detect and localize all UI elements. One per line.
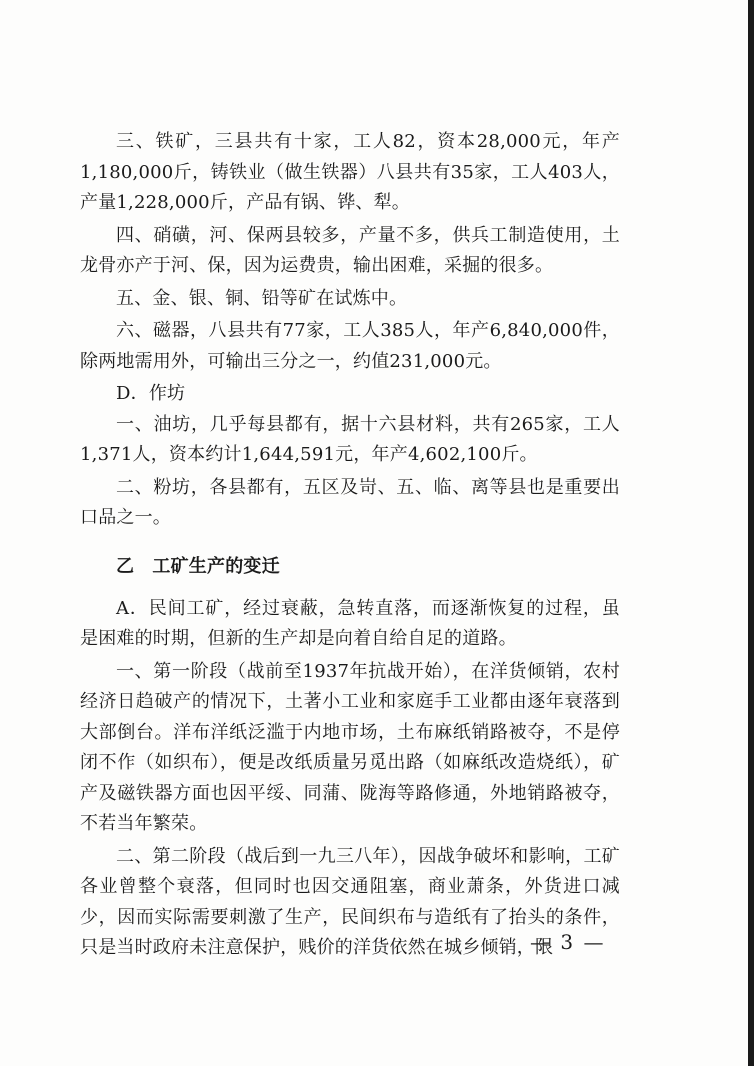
paragraph-metals: 五、金、银、铜、铅等矿在试炼中。	[116, 287, 408, 309]
paragraph-oil-mill: 一、油坊，几乎每县都有，据十六县材料，共有265家，工人1,371人，资本约计1,644,591元，年产4,602,100斤。	[80, 413, 620, 465]
section-heading: 乙 工矿生产的变迁	[116, 555, 280, 577]
page-content	[80, 127, 620, 966]
paragraph-iron-ore: 三、铁矿，三县共有十家，工人82，资本28,000元，年产1,180,000斤，铸铁业（做生铁器）八县共有35家，工人403人，产量1,228,000斤，产品有锅、铧、犁。	[80, 131, 620, 213]
paragraph-stage-one: 一、第一阶段（战前至1937年抗战开始），在洋货倾销，农村经济日趋破产的情况下，土著小工业和家庭手工业都由逐年衰落到大部倒台。洋布洋纸泛滥于内地市场，土布麻纸销路被夺，不是停闭不作（如织布），便是改纸质量另觅出路（如麻纸改造烧纸），矿产及磁铁器方面也因平绥、同蒲、陇海等路修通，外地销路被夺，不若当年繁荣。	[80, 660, 620, 834]
paragraph-porcelain: 六、磁器，八县共有77家，工人385人，年产6,840,000件，除两地需用外，可输出三分之一，约值231,000元。	[80, 320, 620, 372]
paragraph-flour-mill: 二、粉坊，各县都有，五区及岢、五、临、离等县也是重要出口品之一。	[80, 476, 620, 528]
paragraph-saltpeter: 四、硝磺，河、保两县较多，产量不多，供兵工制造使用，土龙骨亦产于河、保，因为运费贵，输出困难，采掘的很多。	[80, 224, 620, 276]
sub-heading-workshops: D．作坊	[116, 383, 186, 404]
paragraph-stage-two: 二、第二阶段（战后到一九三八年），因战争破坏和影响，工矿各业曾整个衰落，但同时也因交通阻塞，商业萧条，外货进口减少，因而实际需要刺激了生产，民间织布与造纸有了抬头的条件，只是当时政府未注意保护，贱价的洋货依然在城乡倾销，限	[80, 845, 620, 958]
scan-edge	[748, 0, 754, 1066]
paragraph-folk-industry: A．民间工矿，经过衰蔽，急转直落，而逐渐恢复的过程，虽是困难的时期，但新的生产却是向着自给自足的道路。	[80, 597, 620, 649]
page-number: — 3 —	[530, 930, 606, 954]
